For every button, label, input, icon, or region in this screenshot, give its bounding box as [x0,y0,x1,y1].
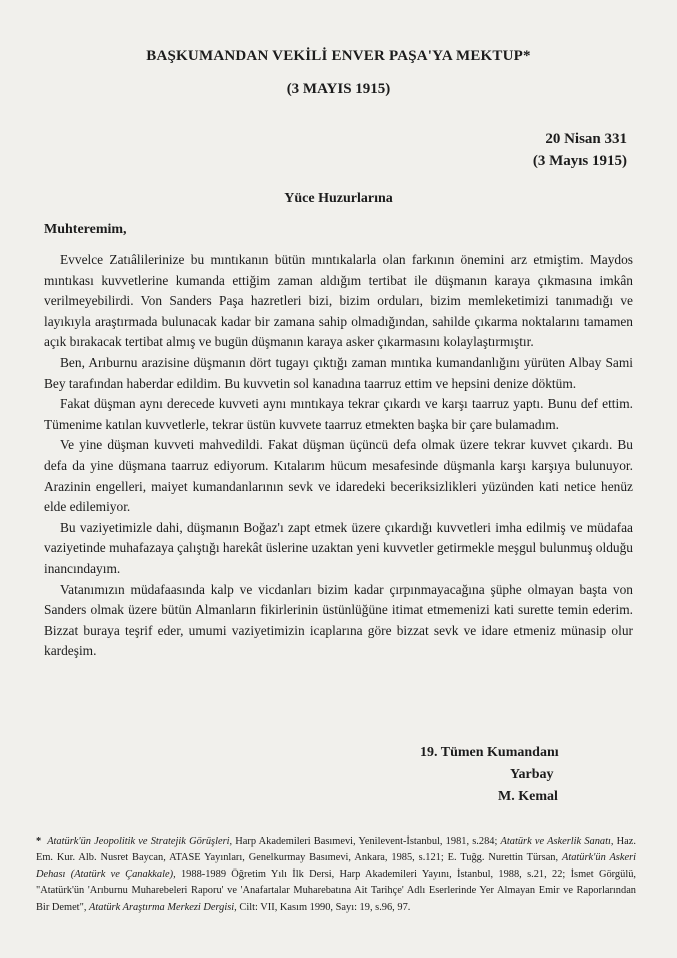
signature-name: M. Kemal [498,789,558,804]
signature-rank: Yarbay [510,767,554,782]
footnote-ref-text: Harp Akademileri Basımevi, Yenilevent-İstanbul, 1981, s.284; [232,836,498,847]
paragraph: Fakat düşman aynı derecede kuvveti aynı mıntıkaya tekrar çıkardı ve karşı taarruz yaptı. Bunu def ettim. Tümenime katılan kuvvetlerle, tekrar üstün kuvvete taarruz etmekten başka bir çare bulamadım. [44,396,633,432]
letter-title: BAŞKUMANDAN VEKİLİ ENVER PAŞA'YA MEKTUP* [146,48,531,64]
letter-body [44,250,633,662]
letter-subtitle: (3 MAYIS 1915) [286,81,391,97]
date-hijri: 20 Nisan 331 [545,131,627,147]
paragraph: Ben, Arıburnu arazisine düşmanın dört tugayı çıktığı zaman mıntıka kumandanlığını yürüten Albay Sami Bey tarafından haberdar edildim. Bu kuvvetin sol kanadına taarruz ettim ve hepsini denize döktüm. [44,354,633,391]
footnote [36,834,636,916]
paragraph: Bu vaziyetimizle dahi, düşmanın Boğaz'ı zapt etmek üzere çıkardığı kuvvetleri imha edilmiş ve müdafaa vaziyetinde muhafazaya çalıştığı harekât üslerine uzaktan yeni kuvvetler getirmekle meşgul bulunmuş olduğu inancındayım. [44,519,633,576]
addressee: Muhteremim, [44,222,127,237]
paragraph: Evvelce Zatıâlilerinize bu mıntıkanın bütün mıntıkalarla olan farkının önemini arz etmiştim. Maydos mıntıkası kuvvetlerine kumanda ettiğim zaman aldığım tertibat ile düşmanın karaya çıkmasına imkân verilmeyebilirdi. Von Sanders Paşa hazretleri bizi, bizim orduları, bizim memleketimizi tanımadığı ve layıkıyla araştırmada bulunacak kadar bir zamana sahip olmadığından, sahilde çıkarma noktalarını tamamen açık bırakacak tertibat almış ve bugün düşmanın karaya asker çıkarmasını kolaylaştırmıştır. [44,252,633,350]
salutation: Yüce Huzurlarına [284,191,393,206]
signature-block [420,742,559,808]
footnote-ref-text: 1988-1989 Öğretim Yılı İlk Dersi, Harp Akademileri Yayını, İstanbul, 1988, s.21, 22; İsmet Görgülü, "Atatürk'ün 'Arıburnu Muharebeleri Raporu' ve 'Anafartalar Muharebatına Ait Tarihçe' Adlı Eserlerinde Yer Almayan Emir ve Raporlarından Bir Demet", [36,868,637,913]
footnote-ref-title: Atatürk'ün Jeopolitik ve Stratejik Görüşleri, [47,836,233,847]
footnote-ref-text: Cilt: VII, Kasım 1990, Sayı: 19, s.96, 97. [236,901,411,913]
signature-unit: 19. Tümen Kumandanı [420,745,559,760]
paragraph: Vatanımızın müdafaasında kalp ve vicdanları bizim kadar çırpınmayacağına şüphe olmayan başta von Sanders olmak üzere bütün Almanların fikirlerinin üstünlüğüne itimat etmemenizi kati surette temin ederim. Bizzat buraya teşrif eder, umumi vaziyetimizin icaplarına göre bizzat sevk ve idare etmeniz münasip olur kardeşim. [44,581,633,659]
paragraph: Ve yine düşman kuvveti mahvedildi. Fakat düşman üçüncü defa olmak üzere tekrar kuvvet çıkardı. Bu defa da yine düşmana taarruz ediyorum. Kıtalarım hücum mesafesinde düşmanla karşı karşıya bulunuyor. Arazinin engelleri, maiyet kumandanlarının sevk ve idaredeki beceriksizlikleri yüzünden kati netice henüz elde edilemiyor. [44,437,633,515]
footnote-ref-title: Atatürk ve Askerlik Sanatı, [500,836,614,847]
footnote-ref-title: Atatürk'ün Askeri Dehası (Atatürk ve Çanakkale), [36,852,636,880]
letter-date [533,128,627,172]
footnote-ref-title: Atatürk Araştırma Merkezi Dergisi, [89,901,237,913]
footnote-ref-text: Haz. Em. Kur. Alb. Nusret Baycan, ATASE Yayınları, Genelkurmay Basımevi, Ankara, 1985, s.121; E. Tuğg. Nurettin Türsan, [36,836,636,864]
date-gregorian: (3 Mayıs 1915) [532,153,627,169]
footnote-marker: * [36,836,42,847]
